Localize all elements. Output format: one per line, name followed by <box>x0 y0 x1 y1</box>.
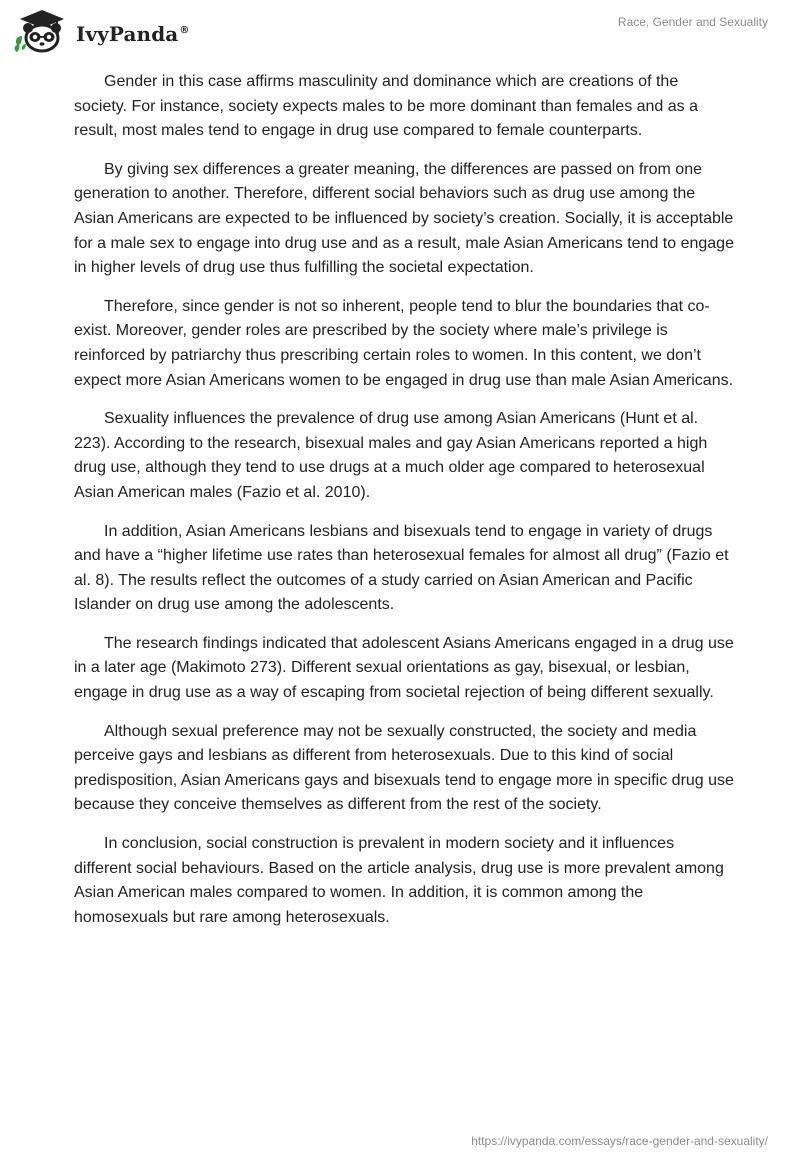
paragraph: Gender in this case affirms masculinity and dominance which are creations of the society. For instance, society expects males to be more dominant than females and as a result, most males tend to engage in drug use compared to female counterparts. <box>74 73 699 140</box>
paragraph: Therefore, since gender is not so inherent, people tend to blur the boundaries that co-exist. Moreover, gender roles are prescribed by the society where male’s privilege is reinforced by patriarchy thus prescribing certain roles to women. In this content, we don’t expect more Asian Americans women to be engaged in drug use than male Asian Americans. <box>74 297 734 389</box>
document-title: Race, Gender and Sexuality <box>617 15 768 29</box>
registered-mark: ® <box>179 25 190 37</box>
brand-name: IvyPanda® <box>76 22 190 46</box>
source-url[interactable]: https://ivypanda.com/essays/race-gender-and-sexuality/ <box>471 1134 768 1148</box>
paragraph: By giving sex differences a greater meaning, the differences are passed on from one generation to another. Therefore, different social behaviors such as drug use among the Asian Americans are expected to be influenced by society’s creation. Socially, it is acceptable for a male sex to engage into drug use and as a result, male Asian Americans tend to engage in higher levels of drug use thus fulfilling the societal expectation. <box>74 160 734 277</box>
paragraph: In conclusion, social construction is prevalent in modern society and it influences different social behaviours. Based on the article analysis, drug use is more prevalent among Asian American males compared to women. In addition, it is common among the homosexuals but rare among heterosexuals. <box>74 835 724 926</box>
paragraph: Sexuality influences the prevalence of drug use among Asian Americans (Hunt et al. 223). According to the research, bisexual males and gay Asian Americans reported a high drug use, although they tend to use drugs at a much older age compared to heterosexual Asian American males (Fazio et al. 2010). <box>74 410 708 501</box>
ivypanda-logo[interactable] <box>12 8 189 56</box>
page-header <box>0 0 800 64</box>
essay-body <box>74 70 734 944</box>
panda-graduate-icon <box>12 8 72 56</box>
paragraph: The research findings indicated that adolescent Asians Americans engaged in a drug use in a later age (Makimoto 273). Different sexual orientations as gay, bisexual, or lesbian, engage in drug use as a way of escaping from societal rejection of being different sexually. <box>74 634 734 702</box>
paragraph: In addition, Asian Americans lesbians and bisexuals tend to engage in variety of drugs and have a “higher lifetime use rates than heterosexual females for almost all drug” (Fazio et al. 8). The results reflect the outcomes of a study carried on Asian American and Pacific Islander on drug use among the adolescents. <box>74 522 729 614</box>
paragraph: Although sexual preference may not be sexually constructed, the society and media perceive gays and lesbians as different from heterosexuals. Due to this kind of social predisposition, Asian Americans gays and bisexuals tend to engage more in specific drug use because they conceive themselves as different from the rest of the society. <box>74 722 734 814</box>
